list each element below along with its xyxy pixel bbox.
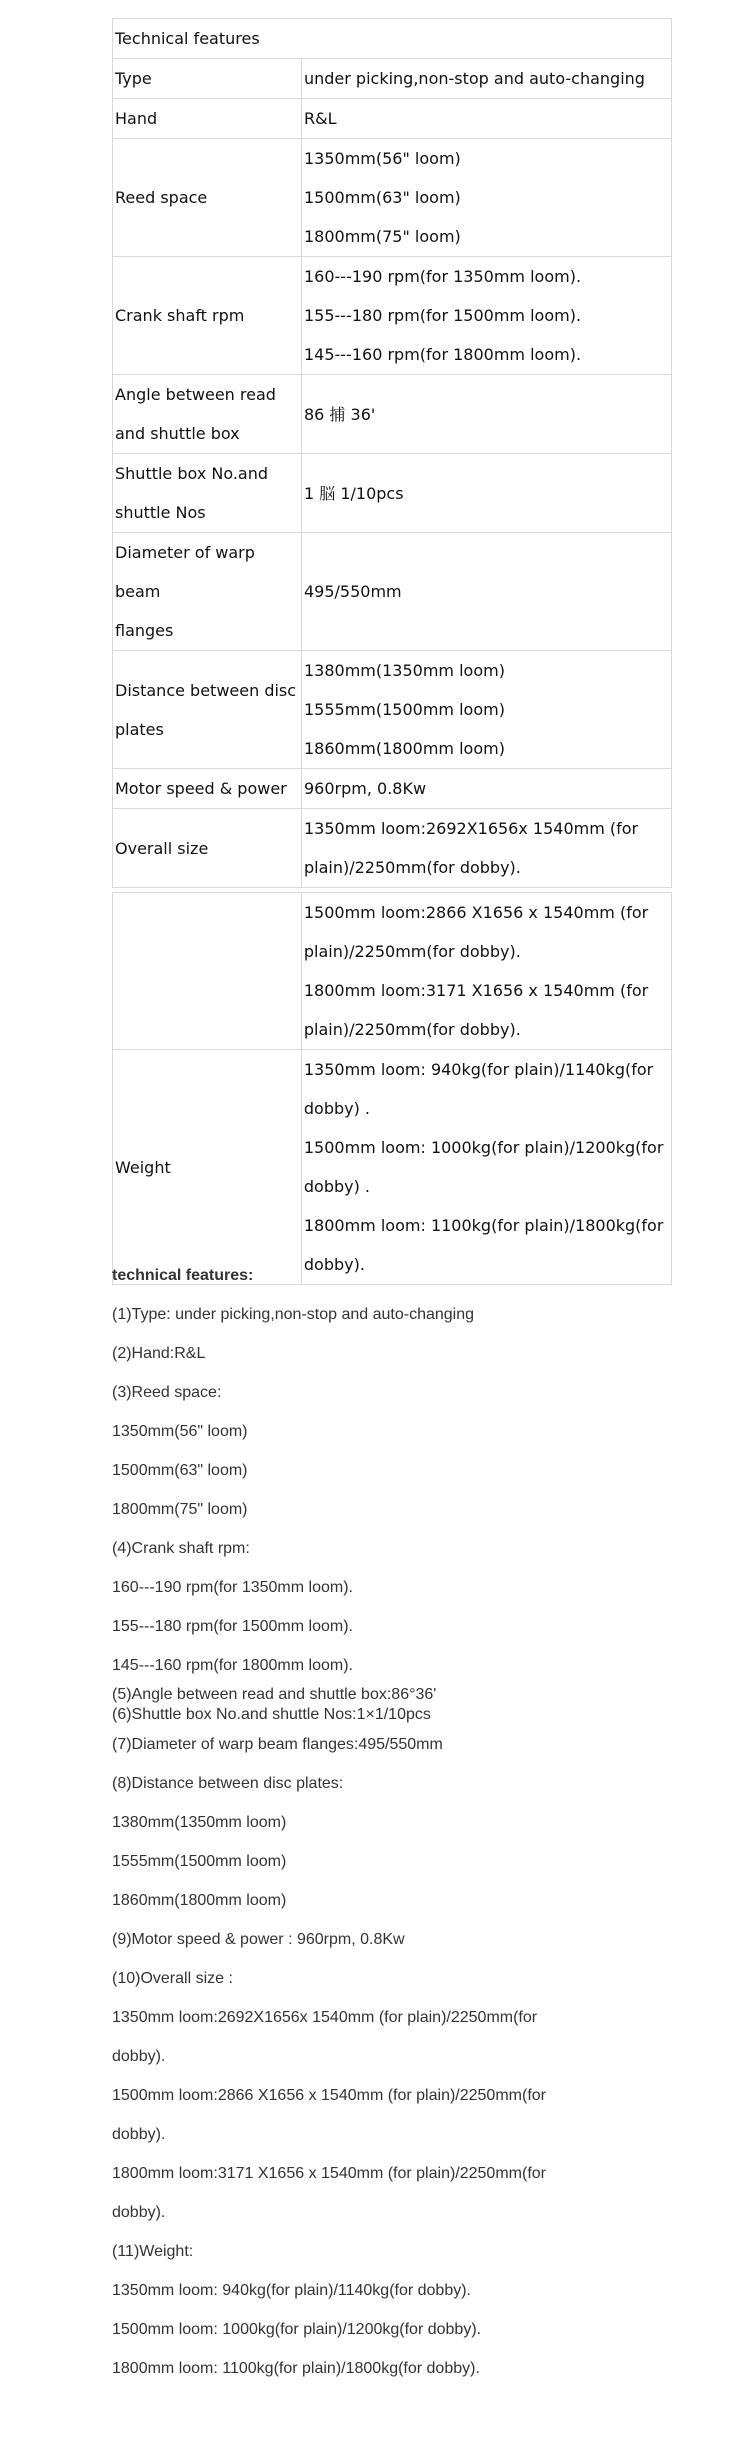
spec-value: 1800mm(75" loom) <box>303 227 461 246</box>
spec-value-cell <box>301 99 671 139</box>
spec-table-header-row <box>113 19 672 59</box>
spec-value-cell <box>301 769 671 809</box>
spec-table-row <box>113 769 672 809</box>
notes-line: 1350mm loom:2692X1656x 1540mm (for plain)/2250mm(for <box>112 2009 538 2026</box>
notes-line: (11)Weight: <box>112 2243 194 2260</box>
spec-value: dobby). <box>303 1255 365 1274</box>
spec-value: 1350mm loom: 940kg(for plain)/1140kg(for <box>303 1060 654 1079</box>
spec-value: 1500mm loom:2866 X1656 x 1540mm (for <box>303 903 649 922</box>
spec-value-cell <box>301 533 671 651</box>
spec-label: Diameter of warp beam <box>115 543 255 601</box>
spec-value: 960rpm, 0.8Kw <box>303 779 427 798</box>
spec-value-cell <box>301 454 671 533</box>
spec-value: dobby) . <box>303 1099 371 1118</box>
notes-line: dobby). <box>112 2204 166 2221</box>
spec-table-row <box>113 375 672 454</box>
spec-table-row <box>113 454 672 533</box>
spec-label-cell <box>113 139 302 257</box>
spec-value: 1 脳 1/10pcs <box>303 483 404 503</box>
spec-table <box>112 18 672 888</box>
spec-table-continued <box>112 892 672 1285</box>
notes-line: 1350mm(56" loom) <box>112 1423 248 1440</box>
spec-label: flanges <box>115 621 174 640</box>
spec-value: 86 捕 36' <box>303 404 376 424</box>
spec-label: Hand <box>115 109 158 128</box>
spec-value: 1380mm(1350mm loom) <box>303 661 505 680</box>
notes-line: (8)Distance between disc plates: <box>112 1775 344 1792</box>
notes-line: 1500mm loom: 1000kg(for plain)/1200kg(for dobby). <box>112 2321 482 2338</box>
spec-label-cell <box>113 99 302 139</box>
notes-line: (4)Crank shaft rpm: <box>112 1540 250 1557</box>
notes-line: 155---180 rpm(for 1500mm loom). <box>112 1618 353 1635</box>
spec-value: 1860mm(1800mm loom) <box>303 739 505 758</box>
spec-label: Angle between read <box>115 385 276 404</box>
spec-label: and shuttle box <box>115 424 240 443</box>
spec-label-cell <box>113 1050 302 1285</box>
spec-value: 160---190 rpm(for 1350mm loom). <box>303 267 582 286</box>
spec-value-cell <box>301 1050 671 1285</box>
spec-value-cell <box>301 257 671 375</box>
spec-table-row <box>113 1050 672 1285</box>
spec-value: 1555mm(1500mm loom) <box>303 700 505 719</box>
notes-line: dobby). <box>112 2048 166 2065</box>
spec-value: 1350mm loom:2692X1656x 1540mm (for <box>303 819 639 838</box>
spec-value: plain)/2250mm(for dobby). <box>303 858 521 877</box>
notes-line: 160---190 rpm(for 1350mm loom). <box>112 1579 353 1596</box>
technical-features-notes <box>112 1256 672 2388</box>
notes-line: 1555mm(1500mm loom) <box>112 1853 287 1870</box>
spec-value: R&L <box>303 109 337 128</box>
spec-table-row <box>113 59 672 99</box>
notes-line: 1380mm(1350mm loom) <box>112 1814 287 1831</box>
spec-value-cell <box>301 375 671 454</box>
spec-value-cell <box>301 59 671 99</box>
spec-label: Distance between disc <box>115 680 297 700</box>
spec-label-cell <box>113 809 302 888</box>
spec-table-row <box>113 533 672 651</box>
notes-line: (6)Shuttle box No.and shuttle Nos:1×1/10pcs <box>112 1706 431 1723</box>
spec-label-cell <box>113 59 302 99</box>
spec-label-cell <box>113 257 302 375</box>
notes-line: 1350mm loom: 940kg(for plain)/1140kg(for dobby). <box>112 2282 471 2299</box>
notes-line: dobby). <box>112 2126 166 2143</box>
spec-value: 1800mm loom:3171 X1656 x 1540mm (for <box>303 981 649 1000</box>
notes-line: 1800mm loom: 1100kg(for plain)/1800kg(for dobby). <box>112 2360 480 2377</box>
spec-table-row <box>113 651 672 769</box>
notes-line: 1800mm loom:3171 X1656 x 1540mm (for plain)/2250mm(for <box>112 2165 546 2182</box>
notes-line: (2)Hand:R&L <box>112 1345 206 1362</box>
spec-table-header: Technical features <box>113 19 672 59</box>
spec-label-cell <box>113 533 302 651</box>
spec-value: 155---180 rpm(for 1500mm loom). <box>303 306 582 325</box>
notes-line: (10)Overall size : <box>112 1970 233 1987</box>
notes-line: 145---160 rpm(for 1800mm loom). <box>112 1657 353 1674</box>
spec-value-cell <box>301 809 671 888</box>
spec-value: 1500mm loom: 1000kg(for plain)/1200kg(for <box>303 1138 664 1157</box>
spec-value-cell <box>301 893 671 1050</box>
spec-value-cell <box>301 651 671 769</box>
spec-value: 1800mm loom: 1100kg(for plain)/1800kg(for <box>303 1216 664 1235</box>
spec-table-row <box>113 893 672 1050</box>
spec-label-cell <box>113 454 302 533</box>
spec-label: Type <box>115 69 152 88</box>
spec-label: Reed space <box>115 188 208 207</box>
spec-label: Overall size <box>115 838 209 858</box>
spec-label: Motor speed & power <box>115 779 287 798</box>
spec-label: Crank shaft rpm <box>115 306 245 325</box>
spec-value-cell <box>301 139 671 257</box>
notes-line: 1860mm(1800mm loom) <box>112 1892 287 1909</box>
notes-line: 1500mm loom:2866 X1656 x 1540mm (for plain)/2250mm(for <box>112 2087 546 2104</box>
spec-table-row <box>113 139 672 257</box>
spec-value: plain)/2250mm(for dobby). <box>303 942 521 961</box>
spec-label: plates <box>115 719 164 739</box>
spec-label <box>115 952 299 991</box>
notes-line: 1500mm(63" loom) <box>112 1462 248 1479</box>
spec-table-row <box>113 257 672 375</box>
spec-label-cell <box>113 651 302 769</box>
spec-label: Weight <box>115 1157 171 1177</box>
spec-label-cell <box>113 375 302 454</box>
spec-table-row <box>113 809 672 888</box>
spec-value: under picking,non-stop and auto-changing <box>303 69 645 88</box>
spec-label-cell <box>113 893 302 1050</box>
spec-value: 1350mm(56" loom) <box>303 149 461 168</box>
spec-value: 1500mm(63" loom) <box>303 188 461 207</box>
notes-line: (3)Reed space: <box>112 1384 222 1401</box>
spec-value: 495/550mm <box>303 582 402 601</box>
notes-heading: technical features: <box>112 1267 254 1284</box>
spec-sheet <box>112 18 672 1285</box>
spec-label: shuttle Nos <box>115 503 206 522</box>
spec-label: Shuttle box No.and <box>115 464 269 483</box>
notes-line: (5)Angle between read and shuttle box:86°36' <box>112 1686 437 1703</box>
spec-value: dobby) . <box>303 1177 371 1196</box>
spec-value: plain)/2250mm(for dobby). <box>303 1020 521 1039</box>
notes-line: (1)Type: under picking,non-stop and auto-changing <box>112 1306 475 1323</box>
notes-line: (9)Motor speed & power : 960rpm, 0.8Kw <box>112 1931 405 1948</box>
notes-line: 1800mm(75" loom) <box>112 1501 248 1518</box>
spec-value: 145---160 rpm(for 1800mm loom). <box>303 345 582 364</box>
spec-table-row <box>113 99 672 139</box>
notes-line: (7)Diameter of warp beam flanges:495/550mm <box>112 1736 443 1753</box>
spec-label-cell <box>113 769 302 809</box>
